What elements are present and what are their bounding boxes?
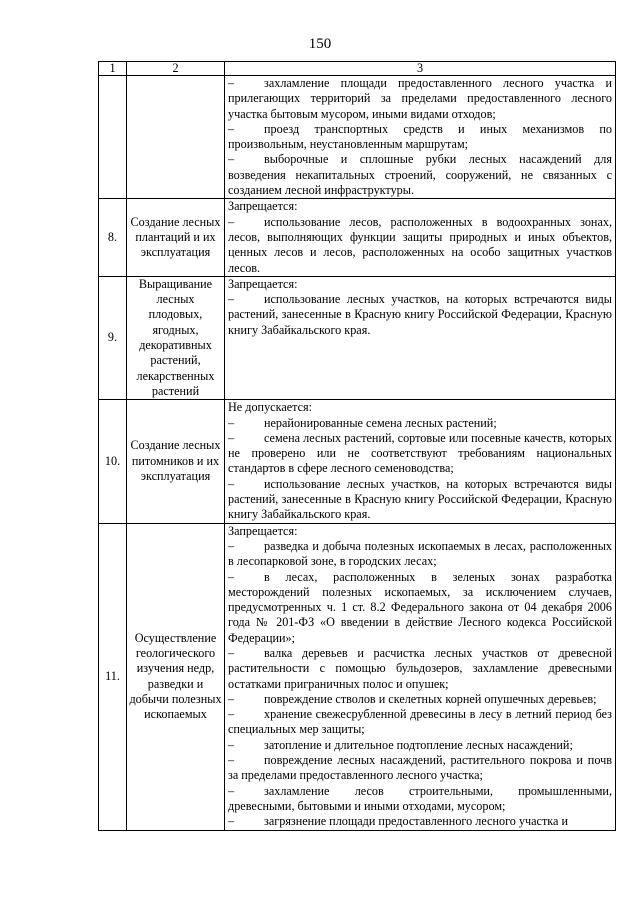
row-number: 10. [99,400,127,523]
restriction-item: – семена лесных растений, сортовые или посевные качеств, которых не проверено или не соответствуют требованиям национальных стандартов в сфере лесного семеноводства; [228,431,612,477]
activity-name [127,76,225,199]
header-cell-activity: 2 [127,62,225,76]
table-row [99,400,616,523]
row-number: 9. [99,276,127,399]
restriction-item: – разведка и добыча полезных ископаемых в лесах, расположенных в лесопарковой зоне, в городских лесах; [228,539,612,570]
table-row [99,199,616,276]
restriction-heading: Не допускается: [228,400,313,415]
restrictions-text [225,76,616,199]
restrictions-text [225,199,616,276]
page-number: 150 [308,36,332,52]
row-number: 8. [99,199,127,276]
restriction-item: – захламление площади предоставленного лесного участка и прилегающих территорий за пределами предоставленного лесного участка бытовым мусором, иными видами отходов; [228,76,612,122]
restrictions-table [98,61,616,831]
table-header-row [99,62,616,76]
restriction-item: – захламление лесов строительными, промышленными, древесными, бытовыми и иными отходами, мусором; [228,784,612,815]
restriction-heading: Запрещается: [228,199,298,214]
restriction-item: – использование лесных участков, на которых встречаются виды растений, занесенные в Красную книгу Российской Федерации, Красную книгу Забайкальского края. [228,292,612,338]
activity-name: Осуществление геологического изучения недр, разведки и добычи полезных ископаемых [127,523,225,830]
restriction-heading: Запрещается: [228,276,298,291]
restriction-item: – использование лесов, расположенных в водоохранных зонах, лесов, выполняющих функции защиты природных и иных объектов, ценных лесов и лесов, расположенных на особо защитных участков лесов. [228,215,612,276]
row-number: 11. [99,523,127,830]
restriction-item: – повреждение стволов и скелетных корней опушечных деревьев; [228,692,612,707]
table-row [99,76,616,199]
restrictions-text [225,276,616,399]
restriction-item: – нерайонированные семена лесных растений; [228,416,612,431]
header-cell-restrictions: 3 [225,62,616,76]
restriction-item: – повреждение лесных насаждений, растительного покрова и почв за пределами предоставленного лесного участка; [228,753,612,784]
restriction-item: – в лесах, расположенных в зеленых зонах разработка месторождений полезных ископаемых, за исключением случаев, предусмотренных ч. 1 ст. 8.2 Федерального закона от 04 декабря 2006 года № 201-ФЗ «О введении в действие Лесного кодекса Российской Федерации»; [228,570,612,646]
restrictions-text [225,400,616,523]
restrictions-text [225,523,616,830]
restriction-item: – проезд транспортных средств и иных механизмов по произвольным, неустановленным маршрутам; [228,122,612,153]
restriction-item: – выборочные и сплошные рубки лесных насаждений для возведения некапитальных строений, сооружений, не связанных с созданием лесной инфраструктуры. [228,152,612,198]
restriction-item: – затопление и длительное подтопление лесных насаждений; [228,738,612,753]
restriction-item: – загрязнение площади предоставленного лесного участка и [228,814,612,829]
restriction-heading: Запрещается: [228,523,298,538]
header-cell-number: 1 [99,62,127,76]
row-number [99,76,127,199]
table-row [99,276,616,399]
restriction-item: – валка деревьев и расчистка лесных участков от древесной растительности с помощью бульдозеров, захламление древесными остатками приграничных полос и опушек; [228,646,612,692]
activity-name: Выращивание лесных плодовых, ягодных, декоративных растений, лекарственных растений [127,276,225,399]
restriction-item: – использование лесных участков, на которых встречаются виды растений, занесенные в Красную книгу Российской Федерации, Красную книгу Забайкальского края. [228,477,612,523]
activity-name: Создание лесных плантаций и их эксплуатация [127,199,225,276]
table-row [99,523,616,830]
restriction-item: – хранение свежесрубленной древесины в лесу в летний период без специальных мер защиты; [228,707,612,738]
activity-name: Создание лесных питомников и их эксплуатация [127,400,225,523]
